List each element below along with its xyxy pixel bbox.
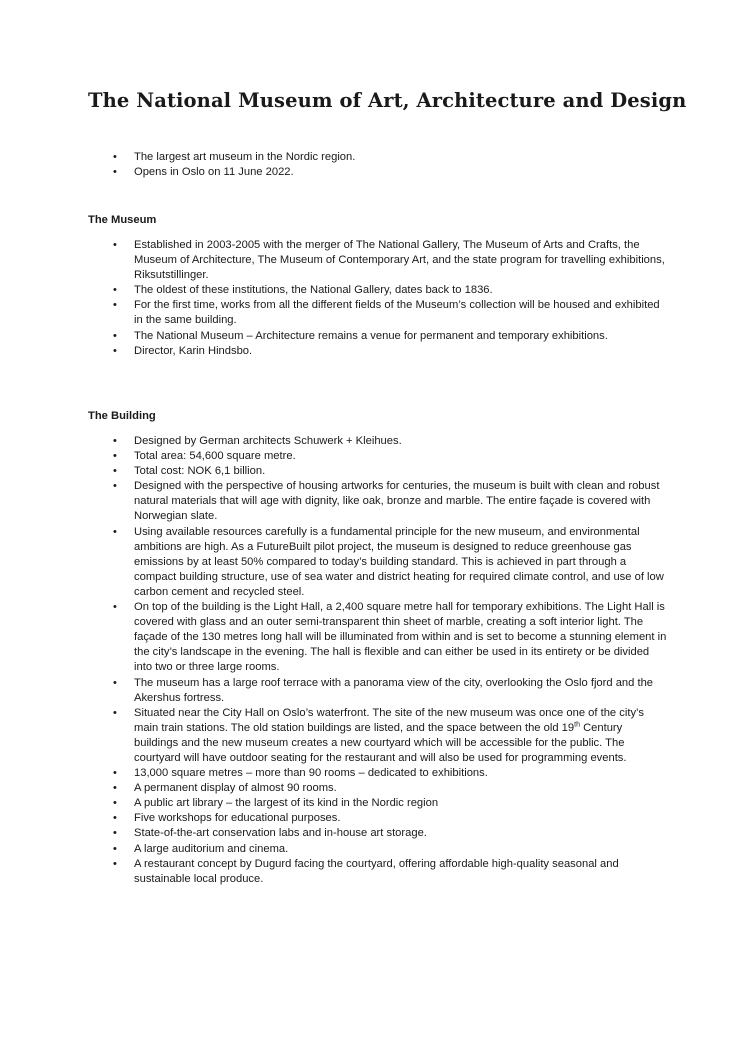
list-item: • The largest art museum in the Nordic region. [88,150,668,165]
bullet-icon: • [113,450,117,463]
list-item: • State-of-the-art conservation labs and in-house art storage. [88,826,668,841]
list-item: • A permanent display of almost 90 rooms. [88,781,668,796]
list-item: • Designed with the perspective of housing artworks for centuries, the museum is built with clean and robust natural materials that will age with dignity, like oak, bronze and marble. The entire façade is covered with Norwegian slate. [113,480,660,523]
list-item: • Opens in Oslo on 11 June 2022. [88,165,668,180]
bullet-icon: • [113,676,117,689]
bullet-icon: • [113,284,117,297]
bullet-icon: • [113,344,117,357]
list-item: • A restaurant concept by Dugurd facing the courtyard, offering affordable high-quality seasonal and sustainable local produce. [113,857,619,885]
list-item: • Established in 2003-2005 with the merger of The National Gallery, The Museum of Arts and Crafts, the Museum of Architecture, The Museum of Contemporary Art, and the state program for travelling exhibitions, Riksutstillinger. [113,239,665,282]
bullet-icon: • [113,480,117,493]
bullet-icon: • [113,706,117,719]
list-item: • The National Museum – Architecture remains a venue for permanent and temporary exhibitions. [88,329,668,344]
bullet-icon: • [113,329,117,342]
list-item: • A public art library – the largest of its kind in the Nordic region [88,796,668,811]
bullet-icon: • [113,601,117,614]
bullet-icon: • [113,299,117,312]
bullet-icon: • [113,525,117,538]
list-item: • The oldest of these institutions, the National Gallery, dates back to 1836. [88,283,668,298]
list-item: • A large auditorium and cinema. [88,842,668,857]
list-item: • On top of the building is the Light Hall, a 2,400 square metre hall for temporary exhibitions. The Light Hall is covered with glass and an outer semi-transparent thin sheet of marble, creating a soft interior light. The façade of the 130 metres long hall will be illuminated from within and is set to become a stunning element in the city’s landscape in the evening. The hall is flexible and can either be used in its entirety or be divided into two or three large rooms. [113,601,667,674]
bullet-icon: • [113,151,117,163]
bullet-icon: • [113,767,117,780]
intro-list [88,150,668,180]
list-item: • Director, Karin Hindsbo. [88,344,668,359]
bullet-icon: • [113,465,117,478]
bullet-icon: • [113,797,117,810]
bullet-icon: • [113,435,117,447]
list-item: • Five workshops for educational purposes. [88,811,668,826]
list-item: • Total area: 54,600 square metre. [88,449,668,464]
section-heading-museum: The Museum [88,214,157,226]
bullet-icon: • [113,812,117,825]
bullet-icon: • [113,827,117,840]
bullet-icon: • [113,842,117,855]
bullet-icon: • [113,239,117,251]
section-heading-building: The Building [88,410,156,422]
bullet-icon: • [113,166,117,179]
page-title: The National Museum of Art, Architecture and Design [88,89,687,112]
bullet-icon: • [113,857,117,870]
list-item: • Designed by German architects Schuwerk + Kleihues. [88,434,668,449]
list-item: • Total cost: NOK 6,1 billion. [88,464,668,479]
list-item: • Using available resources carefully is a fundamental principle for the new museum, and environmental ambitions are high. As a FutureBuilt pilot project, the museum is designed to reduce greenhouse gas emissions by at least 50% compared to today’s building standard. This is achieved in part through a compact building structure, use of sea water and district heating for required climate control, and use of low carbon cement and recycled steel. [113,525,664,598]
museum-list [88,238,668,359]
list-item: • For the first time, works from all the different fields of the Museum’s collection will be housed and exhibited in the same building. [113,299,660,327]
list-item: • Situated near the City Hall on Oslo’s waterfront. The site of the new museum was once one of the city’s main train stations. The old station buildings are listed, and the space between the old 19th Century buildings and the new museum creates a new courtyard which will be accessible for the public. The courtyard will have outdoor seating for the restaurant and will also be used for programming events. [113,706,644,764]
building-list [88,434,668,887]
list-item: • The museum has a large roof terrace with a panorama view of the city, overlooking the Oslo fjord and the Akershus fortress. [113,676,654,704]
list-item: • 13,000 square metres – more than 90 rooms – dedicated to exhibitions. [88,766,668,781]
bullet-icon: • [113,782,117,795]
